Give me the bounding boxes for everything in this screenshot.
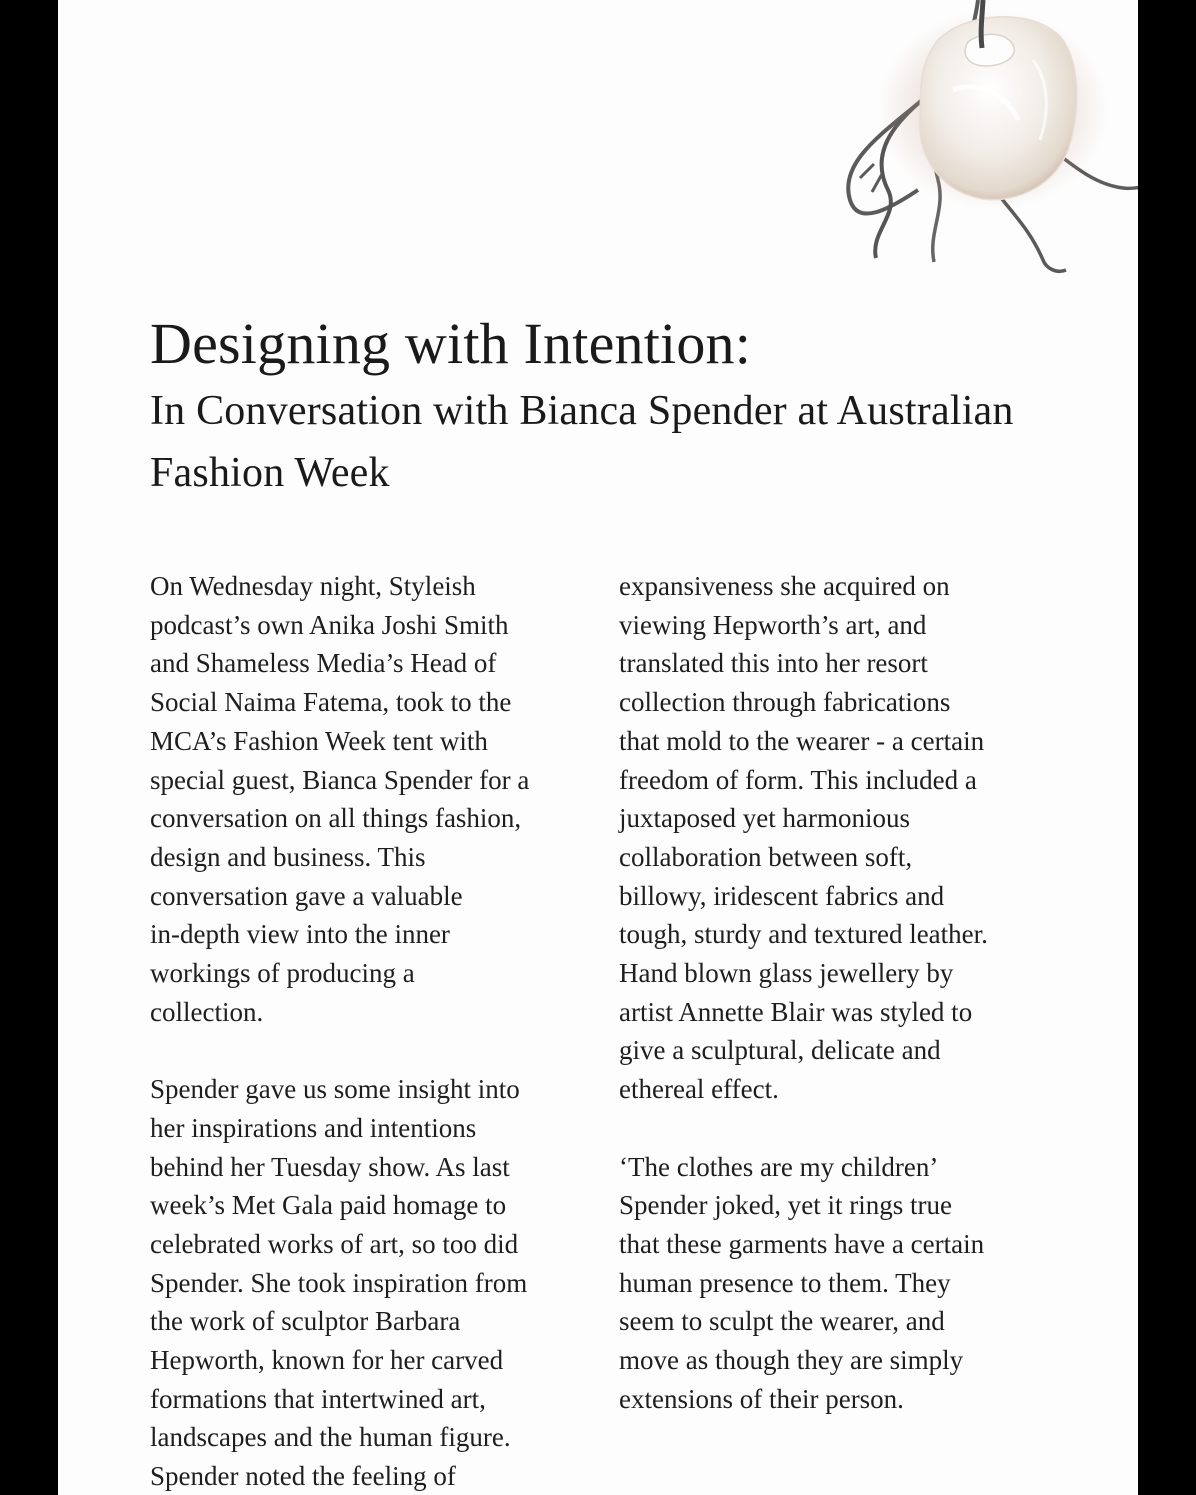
article-subtitle: In Conversation with Bianca Spender at Australian Fashion Week [150, 388, 1014, 496]
paragraph: Spender gave us some insight into her inspirations and intentions behind her Tuesday show. As last week’s Met Gala paid homage to celebrated works of art, so too did Spender. She took inspiration from the work of sculptor Barbara Hepworth, known for her carved formations that intertwined art, landscapes and the human figure. Spender noted the feeling of [150, 1074, 528, 1492]
article-title: Designing with Intention: [150, 311, 752, 376]
paragraph: ‘The clothes are my children’ Spender joked, yet it rings true that these garments have a certain human presence to them. They seem to sculpt the wearer, and move as though they are simply extensions of their person. [619, 1151, 985, 1414]
magazine-page [58, 0, 1138, 1495]
paragraph: expansiveness she acquired on viewing Hepworth’s art, and translated this into her resort collection through fabrications that mold to the wearer - a certain freedom of form. This included a juxtaposed yet harmonious collaboration between soft, billowy, iridescent fabrics and tough, sturdy and textured leather. Hand blown glass jewellery by artist Annette Blair was styled to give a sculptural, delicate and ethereal effect. [619, 571, 988, 1105]
article-column-right [619, 567, 1059, 1457]
article-headline [150, 310, 1050, 504]
article-column-left [150, 567, 600, 1495]
glass-pendant-image [778, 0, 1138, 280]
paragraph: On Wednesday night, Styleish podcast’s own Anika Joshi Smith and Shameless Media’s Head of Social Naima Fatema, took to the MCA’s Fashion Week tent with special guest, Bianca Spender for a conversation on all things fashion, design and business. This conversation gave a valuable in-depth view into the inner workings of producing a collection. [150, 571, 530, 1027]
